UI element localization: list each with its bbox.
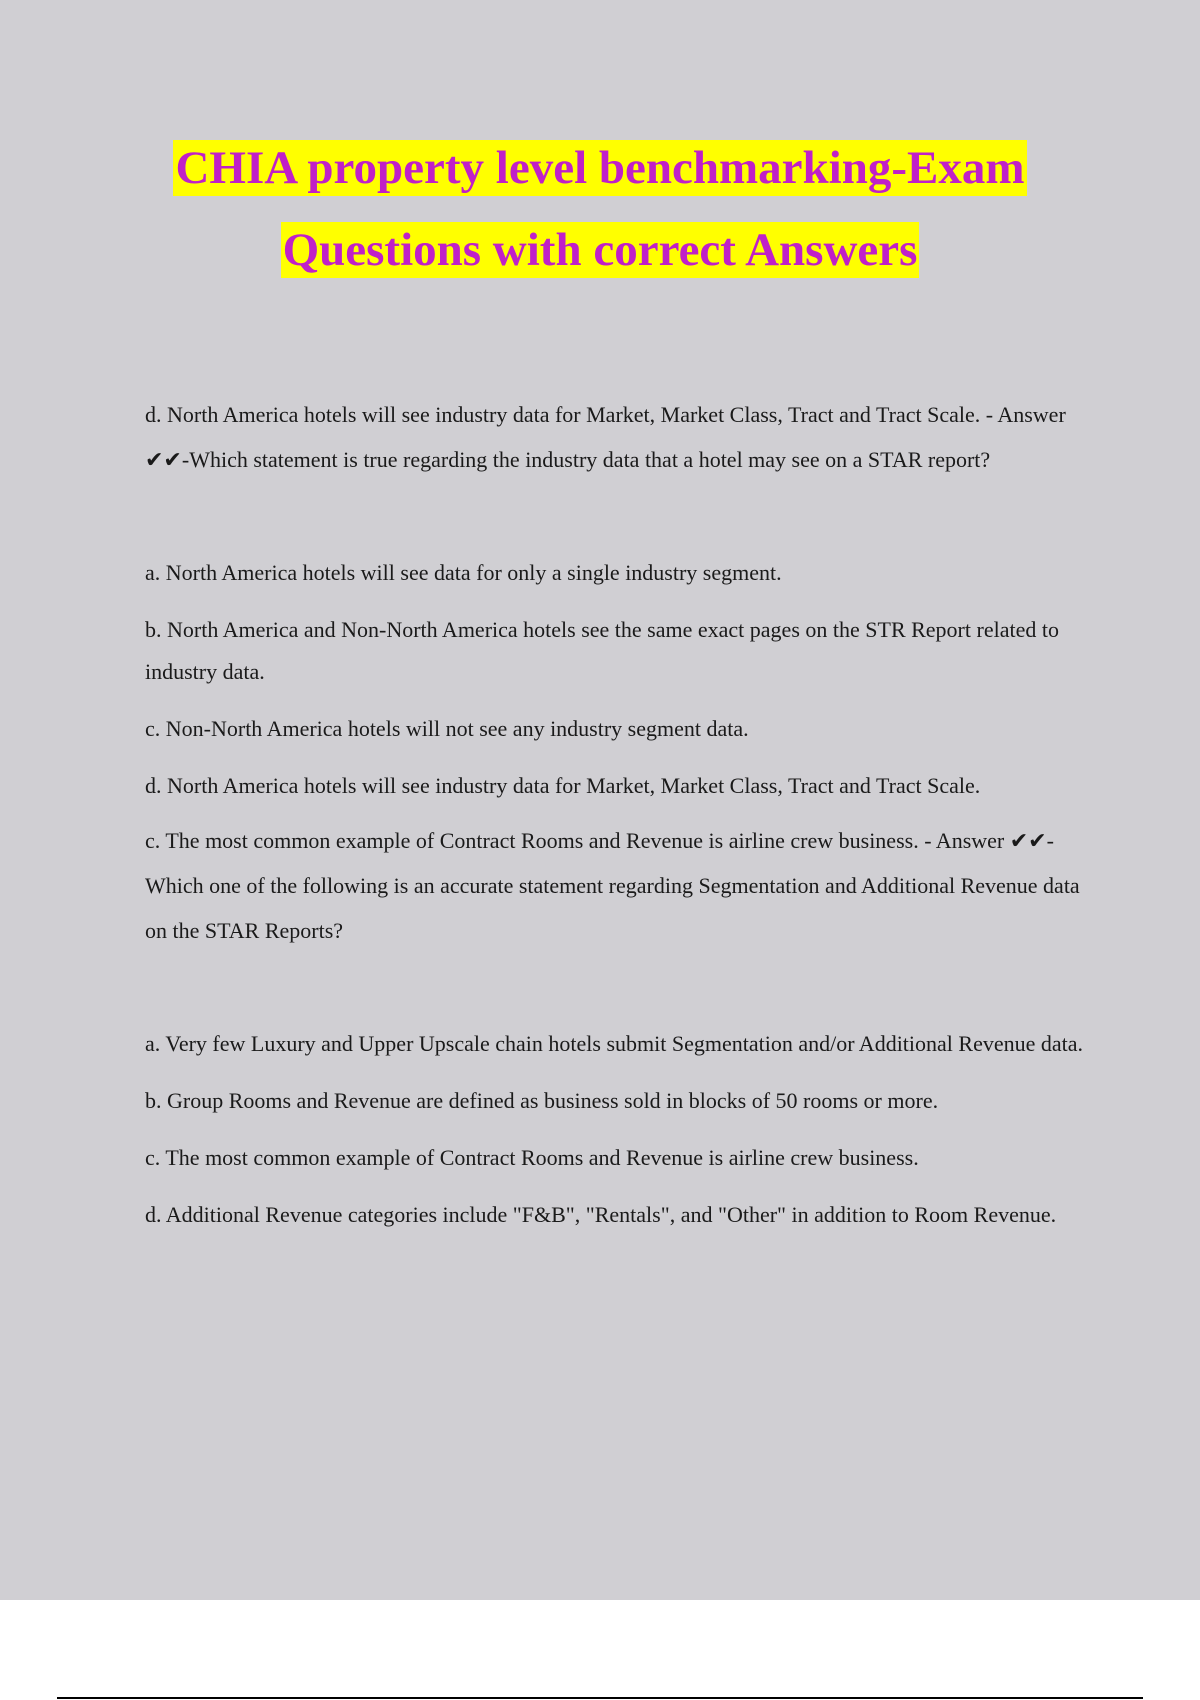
question-1-option-b: b. North America and Non-North America hotels see the same exact pages on the STR Report related to industry data. [145, 617, 1059, 684]
question-2-answer-text: c. The most common example of Contract Rooms and Revenue is airline crew business. - Answer ✔✔-Which one of the following is an accurate statement regarding Segmentation and Additional Revenue data on the STAR Reports? [145, 828, 1080, 943]
document-title [0, 140, 1200, 304]
title-line-2: Questions with correct Answers [282, 224, 918, 276]
question-2-option-b: b. Group Rooms and Revenue are defined as business sold in blocks of 50 rooms or more. [145, 1088, 939, 1113]
document-body [145, 392, 1085, 1236]
question-1-answer-text: d. North America hotels will see industry data for Market, Market Class, Tract and Tract Scale. - Answer ✔✔-Which statement is true regarding the industry data that a hotel may see on a STAR report? [145, 402, 1066, 472]
question-2-option-a: a. Very few Luxury and Upper Upscale chain hotels submit Segmentation and/or Additional Revenue data. [145, 1031, 1084, 1056]
question-1-option-c: c. Non-North America hotels will not see any industry segment data. [145, 716, 749, 741]
footer-divider [57, 1697, 1143, 1699]
question-1-option-d: d. North America hotels will see industry data for Market, Market Class, Tract and Tract Scale. [145, 773, 981, 798]
question-2-option-c: c. The most common example of Contract Rooms and Revenue is airline crew business. [145, 1145, 919, 1170]
title-line-1: CHIA property level benchmarking-Exam [175, 142, 1025, 194]
question-2-option-d: d. Additional Revenue categories include "F&B", "Rentals", and "Other" in addition to Room Revenue. [145, 1202, 1057, 1227]
question-1-option-a: a. North America hotels will see data for only a single industry segment. [145, 560, 782, 585]
